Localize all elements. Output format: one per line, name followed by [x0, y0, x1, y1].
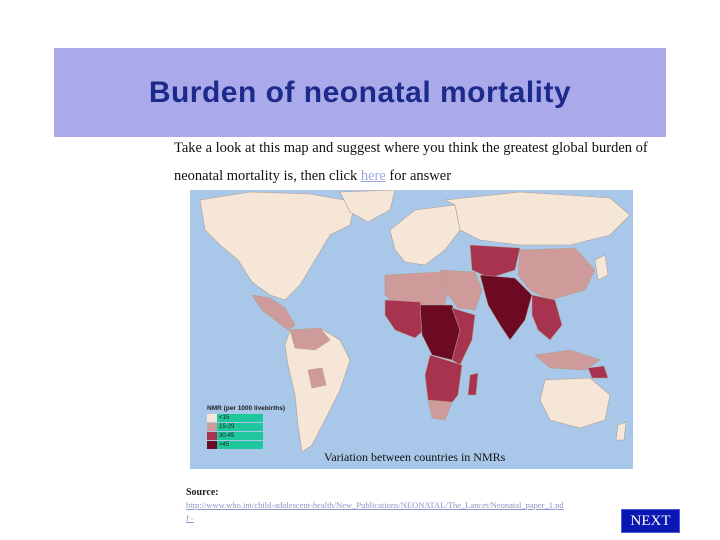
legend-swatch	[207, 423, 217, 431]
png-region	[588, 366, 608, 378]
southeast-asia-region	[532, 295, 562, 340]
legend-label: >45	[217, 441, 263, 449]
legend-label: 30-45	[217, 432, 263, 440]
europe-region	[390, 205, 460, 265]
central-america-region	[252, 295, 295, 330]
legend-title: NMR (per 1000 livebirths)	[207, 405, 286, 412]
madagascar-region	[468, 373, 478, 395]
map-legend	[207, 405, 285, 449]
legend-item	[207, 431, 285, 440]
legend-item	[207, 413, 285, 422]
legend-label: <15	[217, 414, 263, 422]
indonesia-region	[535, 350, 600, 370]
source-label: Source:	[186, 487, 219, 498]
map-caption: Variation between countries in NMRs	[324, 450, 506, 464]
new-zealand-region	[616, 422, 626, 440]
intro-text	[174, 134, 654, 190]
legend-swatch	[207, 414, 217, 422]
title-banner	[54, 48, 666, 137]
north-america-region	[200, 192, 355, 300]
japan-region	[595, 255, 608, 280]
legend-label: 15-29	[217, 423, 263, 431]
intro-text-after: for answer	[385, 168, 452, 184]
russia-region	[445, 192, 630, 245]
central-asia-region	[470, 245, 520, 278]
next-button[interactable]: NEXT	[621, 509, 680, 533]
source-block	[186, 487, 566, 525]
south-africa-region	[428, 400, 452, 420]
source-link[interactable]: http://www.who.int/child-adolescent-health/New_Publications/NEONATAL/The_Lancet/Neonatal_paper_1.pdf -	[186, 500, 564, 523]
intro-text-before: Take a look at this map and suggest where you think the greatest global burden of neonatal mortality is, then click	[174, 140, 648, 184]
slide-title: Burden of neonatal mortality	[148, 75, 572, 109]
australia-region	[540, 378, 610, 428]
legend-swatch	[207, 432, 217, 440]
legend-swatch	[207, 441, 217, 449]
answer-link[interactable]: here	[360, 168, 386, 184]
legend-item	[207, 422, 285, 431]
legend-item	[207, 440, 285, 449]
south-asia-region	[480, 275, 532, 340]
